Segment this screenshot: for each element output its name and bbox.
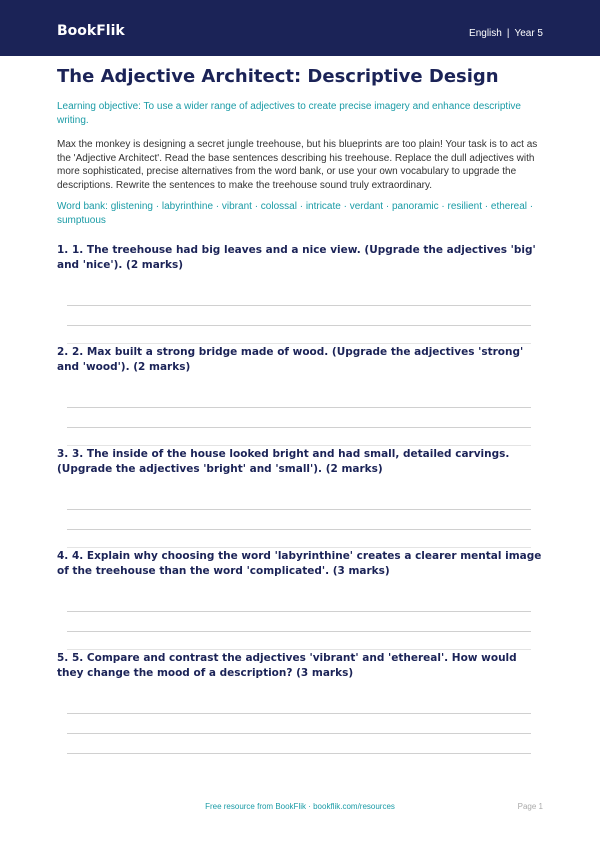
answer-line[interactable] bbox=[67, 427, 531, 428]
answer-line[interactable] bbox=[67, 509, 531, 510]
intro-paragraph: Max the monkey is designing a secret jungle treehouse, but his blueprints are too plain! Your task is to act as the 'Adjective Architect'. Read the base sentences describing his treehouse. Replace the dull adjectives with more sophisticated, precise alternatives from the word bank, or use your own vocabulary to upgrade the descriptions. Rewrite the sentences to make the treehouse sound truly extraordinary. bbox=[57, 139, 538, 191]
question-4: 4. 4. Explain why choosing the word 'labyrinthine' creates a clearer mental image of the treehouse than the word 'complicated'. (3 marks) bbox=[57, 550, 542, 577]
footer-text[interactable]: Free resource from BookFlik · bookflik.com/resources bbox=[205, 802, 395, 811]
subject-year-label bbox=[469, 28, 543, 39]
divider bbox=[67, 343, 531, 344]
learning-objective: Learning objective: To use a wider range of adjectives to create precise imagery and enhance descriptive writing. bbox=[57, 101, 521, 126]
divider bbox=[67, 649, 531, 650]
subject-label: English bbox=[469, 28, 502, 39]
question-1: 1. 1. The treehouse had big leaves and a nice view. (Upgrade the adjectives 'big' and 'nice'). (2 marks) bbox=[57, 244, 536, 271]
year-label: Year 5 bbox=[514, 28, 543, 39]
page-header bbox=[0, 0, 600, 56]
answer-line[interactable] bbox=[67, 631, 531, 632]
answer-line[interactable] bbox=[67, 325, 531, 326]
answer-line[interactable] bbox=[67, 611, 531, 612]
question-2: 2. 2. Max built a strong bridge made of wood. (Upgrade the adjectives 'strong' and 'wood'). (2 marks) bbox=[57, 346, 524, 373]
answer-line[interactable] bbox=[67, 733, 531, 734]
answer-line[interactable] bbox=[67, 305, 531, 306]
divider bbox=[67, 547, 531, 548]
answer-line[interactable] bbox=[67, 713, 531, 714]
answer-line[interactable] bbox=[67, 407, 531, 408]
page-title: The Adjective Architect: Descriptive Design bbox=[57, 66, 499, 87]
answer-line[interactable] bbox=[67, 529, 531, 530]
question-5: 5. 5. Compare and contrast the adjectives 'vibrant' and 'ethereal'. How would they change the mood of a description? (3 marks) bbox=[57, 652, 517, 679]
page-number: Page 1 bbox=[517, 802, 543, 811]
word-bank: Word bank: glistening · labyrinthine · vibrant · colossal · intricate · verdant · panoramic · resilient · ethereal · sumptuous bbox=[57, 201, 534, 226]
brand-logo[interactable]: BookFlik bbox=[57, 23, 125, 39]
divider bbox=[67, 445, 531, 446]
separator: | bbox=[506, 28, 510, 39]
answer-line[interactable] bbox=[67, 753, 531, 754]
question-3: 3. 3. The inside of the house looked bright and had small, detailed carvings. (Upgrade the adjectives 'bright' and 'small'). (2 marks) bbox=[57, 448, 510, 475]
